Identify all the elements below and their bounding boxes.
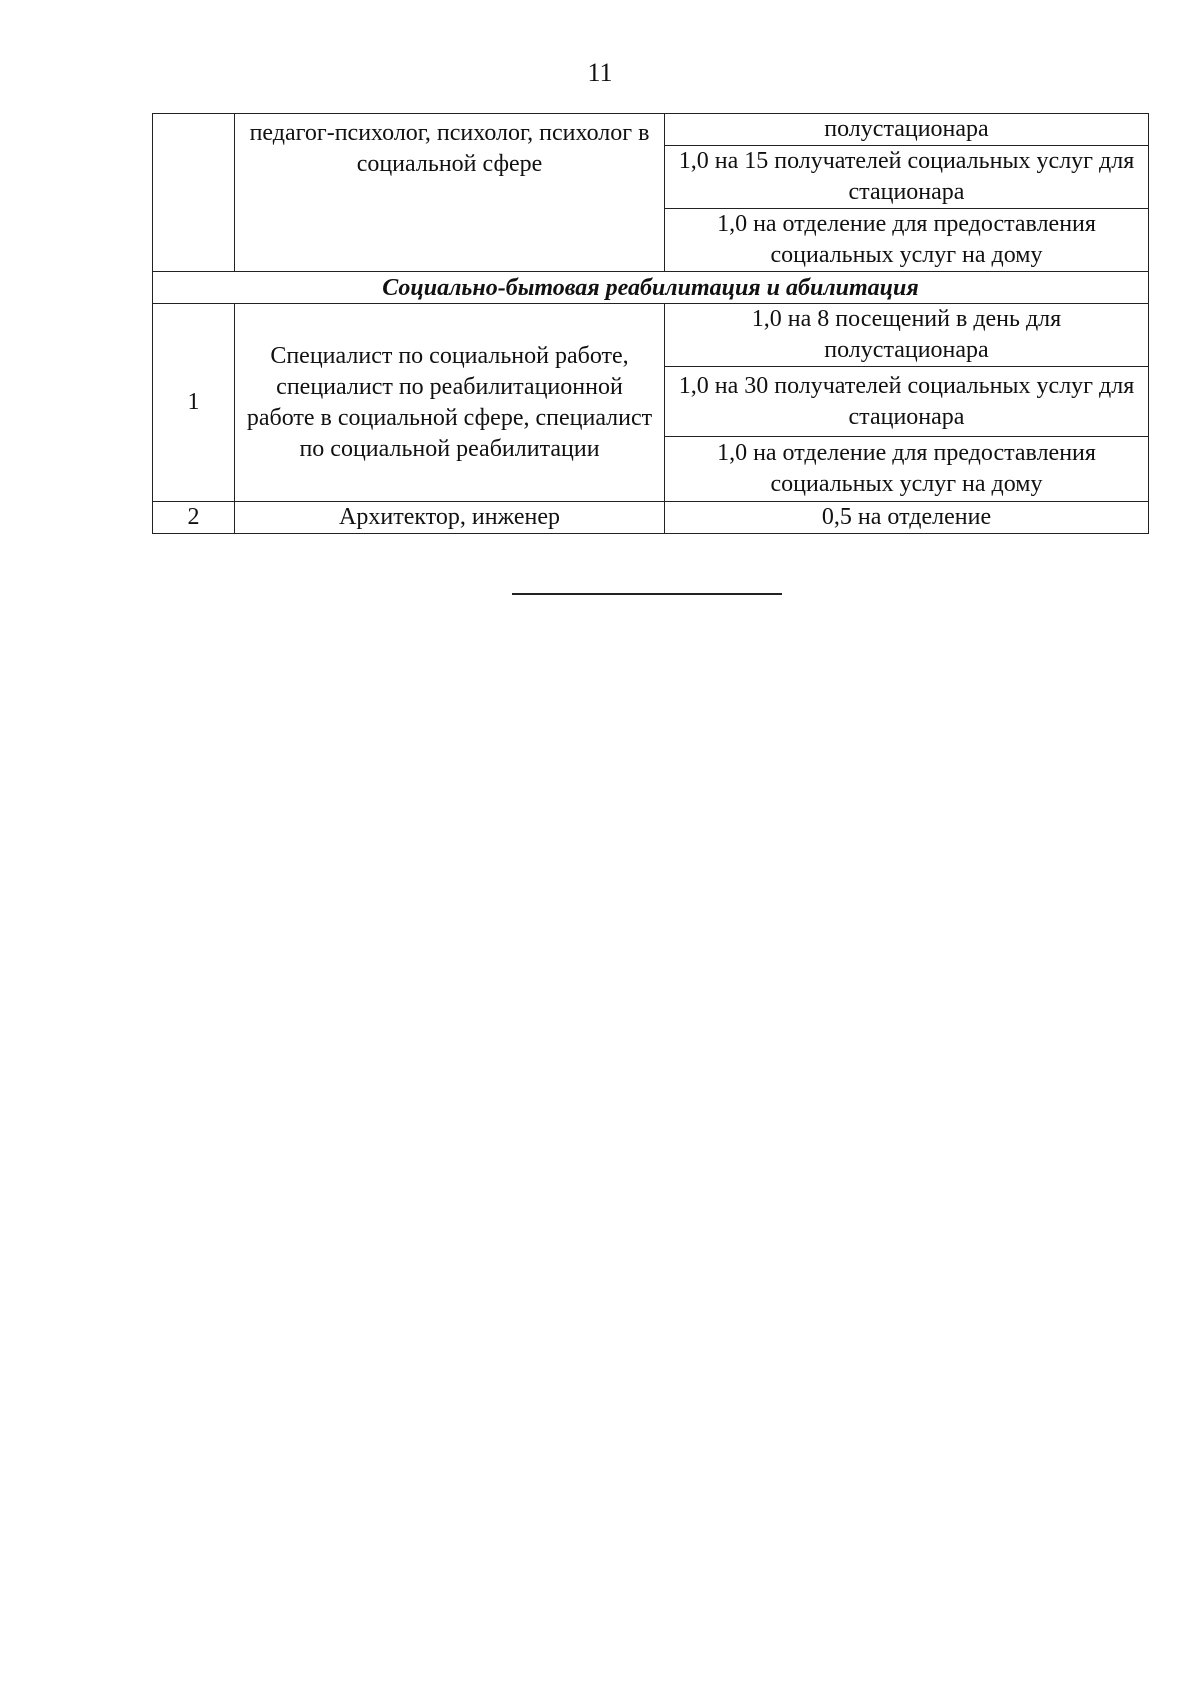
norm-cell: 1,0 на 8 посещений в день для полустационара — [665, 304, 1149, 367]
section-header-row — [153, 272, 1149, 304]
row-number-cell: 2 — [153, 502, 235, 534]
norm-cell: 1,0 на 15 получателей социальных услуг для стационара — [665, 146, 1149, 209]
table-row — [153, 114, 1149, 146]
norm-cell: полустационара — [665, 114, 1149, 146]
position-cell: педагог-психолог, психолог, психолог в социальной сфере — [235, 114, 665, 272]
position-cell: Специалист по социальной работе, специалист по реабилитационной работе в социальной сфере, специалист по социальной реабилитации — [235, 304, 665, 502]
row-number-cell: 1 — [153, 304, 235, 502]
staffing-norms-table — [152, 113, 1149, 534]
page-number: 11 — [587, 58, 613, 87]
norm-cell: 1,0 на отделение для предоставления социальных услуг на дому — [665, 437, 1149, 502]
end-of-document-rule — [512, 593, 782, 595]
position-cell: Архитектор, инженер — [235, 502, 665, 534]
norm-cell: 0,5 на отделение — [665, 502, 1149, 534]
table-row — [153, 502, 1149, 534]
table-row — [153, 304, 1149, 367]
norm-cell: 1,0 на отделение для предоставления социальных услуг на дому — [665, 209, 1149, 272]
section-title: Социально-бытовая реабилитация и абилитация — [153, 272, 1149, 304]
row-number-cell — [153, 114, 235, 272]
norm-cell: 1,0 на 30 получателей социальных услуг для стационара — [665, 367, 1149, 437]
